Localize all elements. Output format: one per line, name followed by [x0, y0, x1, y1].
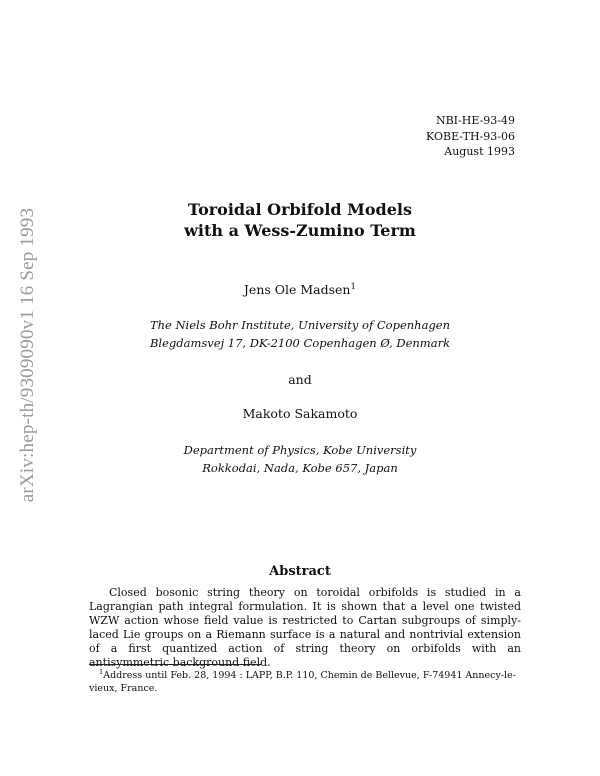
footnote — [89, 666, 521, 695]
title-line-1: Toroidal Orbifold Models — [188, 200, 412, 219]
affiliation-2-line-2: Rokkodai, Nada, Kobe 657, Japan — [202, 461, 398, 475]
author-1-name: Jens Ole Madsen — [243, 282, 351, 298]
abstract-body: Closed bosonic string theory on toroidal orbifolds is studied in a Lagrangian path integral formulation. It is shown that a level one twisted WZW action whose field value is restricted to Cartan subgroups of simply-laced Lie groups on a Riemann surface is a natural and nontrivial extension of a first quantized action of string theory on orbifolds with an antisymmetric background field. — [89, 586, 521, 669]
author-1 — [0, 282, 600, 297]
arxiv-stamp-text: arXiv:hep-th/9309090v1 16 Sep 1993 — [17, 207, 39, 503]
report-date: August 1993 — [444, 145, 515, 158]
report-number-kobe: KOBE-TH-93-06 — [426, 129, 515, 143]
author-1-footnote-mark: 1 — [350, 282, 357, 292]
affiliation-1-line-1: The Niels Bohr Institute, University of Copenhagen — [149, 318, 451, 332]
title-line-2: with a Wess-Zumino Term — [184, 221, 416, 240]
footnote-text: Address until Feb. 28, 1994 : LAPP, B.P. 110, Chemin de Bellevue, F-74941 Annecy-le-vieux, France. — [89, 670, 516, 694]
footnote-mark: 1 — [99, 668, 104, 676]
affiliation-1-line-2: Blegdamsvej 17, DK-2100 Copenhagen Ø, Denmark — [149, 336, 451, 350]
arxiv-stamp — [8, 205, 48, 505]
footnote-rule — [89, 664, 261, 665]
and-separator: and — [288, 372, 312, 387]
report-numbers — [426, 113, 515, 160]
author-2-name: Makoto Sakamoto — [242, 406, 358, 421]
paper-title — [0, 199, 600, 241]
affiliation-2-line-1: Department of Physics, Kobe University — [183, 443, 417, 457]
report-number-nbi: NBI-HE-93-49 — [435, 114, 515, 127]
abstract-heading: Abstract — [269, 564, 331, 579]
